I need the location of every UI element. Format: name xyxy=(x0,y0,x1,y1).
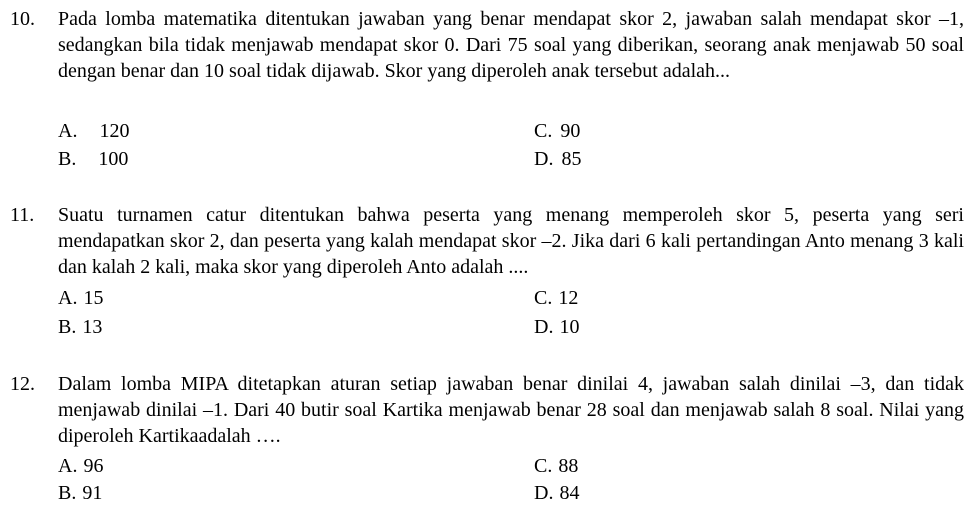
option-letter: A. xyxy=(58,455,78,477)
option-value: 13 xyxy=(82,316,103,338)
option-value: 91 xyxy=(82,482,103,504)
option-letter: C. xyxy=(534,287,553,309)
option-value: 85 xyxy=(561,148,582,170)
question-number: 11. xyxy=(10,204,35,226)
option-d xyxy=(534,314,579,340)
option-b xyxy=(58,146,128,172)
question-text: Pada lomba matematika ditentukan jawaban yang benar mendapat skor 2, jawaban salah mendapat skor –1, sedangkan bila tidak menjawab mendapat skor 0. Dari 75 soal yang diberikan, seorang anak menjawab 50 soal dengan benar dan 10 soal tidak dijawab. Skor yang diperoleh anak tersebut adalah... xyxy=(58,8,964,82)
option-value: 10 xyxy=(559,316,580,338)
option-letter: D. xyxy=(534,316,554,338)
option-letter: B. xyxy=(58,482,77,504)
option-value: 120 xyxy=(99,120,130,142)
question-text: Dalam lomba MIPA ditetapkan aturan setiap jawaban benar dinilai 4, jawaban salah dinilai –3, dan tidak menjawab dinilai –1. Dari 40 butir soal Kartika menjawab benar 28 soal dan menjawab salah 8 soal. Nilai yang diperoleh Kartikaadalah …. xyxy=(58,373,964,447)
option-d xyxy=(534,146,581,172)
option-letter: D. xyxy=(534,148,554,170)
option-b xyxy=(58,480,102,506)
option-value: 84 xyxy=(559,482,580,504)
question-number: 10. xyxy=(10,8,35,30)
question-text: Suatu turnamen catur ditentukan bahwa peserta yang menang memperoleh skor 5, peserta yang seri mendapatkan skor 2, dan peserta yang kalah mendapat skor –2. Jika dari 6 kali pertandingan Anto menang 3 kali dan kalah 2 kali, maka skor yang diperoleh Anto adalah .... xyxy=(58,204,964,278)
option-letter: D. xyxy=(534,482,554,504)
option-letter: A. xyxy=(58,287,78,309)
option-letter: B. xyxy=(58,316,77,338)
option-a xyxy=(58,118,129,144)
option-letter: C. xyxy=(534,120,553,142)
option-value: 12 xyxy=(558,287,579,309)
option-value: 88 xyxy=(558,455,579,477)
option-value: 100 xyxy=(98,148,129,170)
option-a xyxy=(58,453,103,479)
option-c xyxy=(534,285,578,311)
option-c xyxy=(534,118,580,144)
option-value: 90 xyxy=(560,120,581,142)
option-d xyxy=(534,480,579,506)
option-value: 15 xyxy=(83,287,104,309)
option-letter: B. xyxy=(58,148,77,170)
option-b xyxy=(58,314,102,340)
option-letter: A. xyxy=(58,120,78,142)
option-a xyxy=(58,285,103,311)
option-value: 96 xyxy=(83,455,104,477)
option-letter: C. xyxy=(534,455,553,477)
question-number: 12. xyxy=(10,373,35,395)
option-c xyxy=(534,453,578,479)
